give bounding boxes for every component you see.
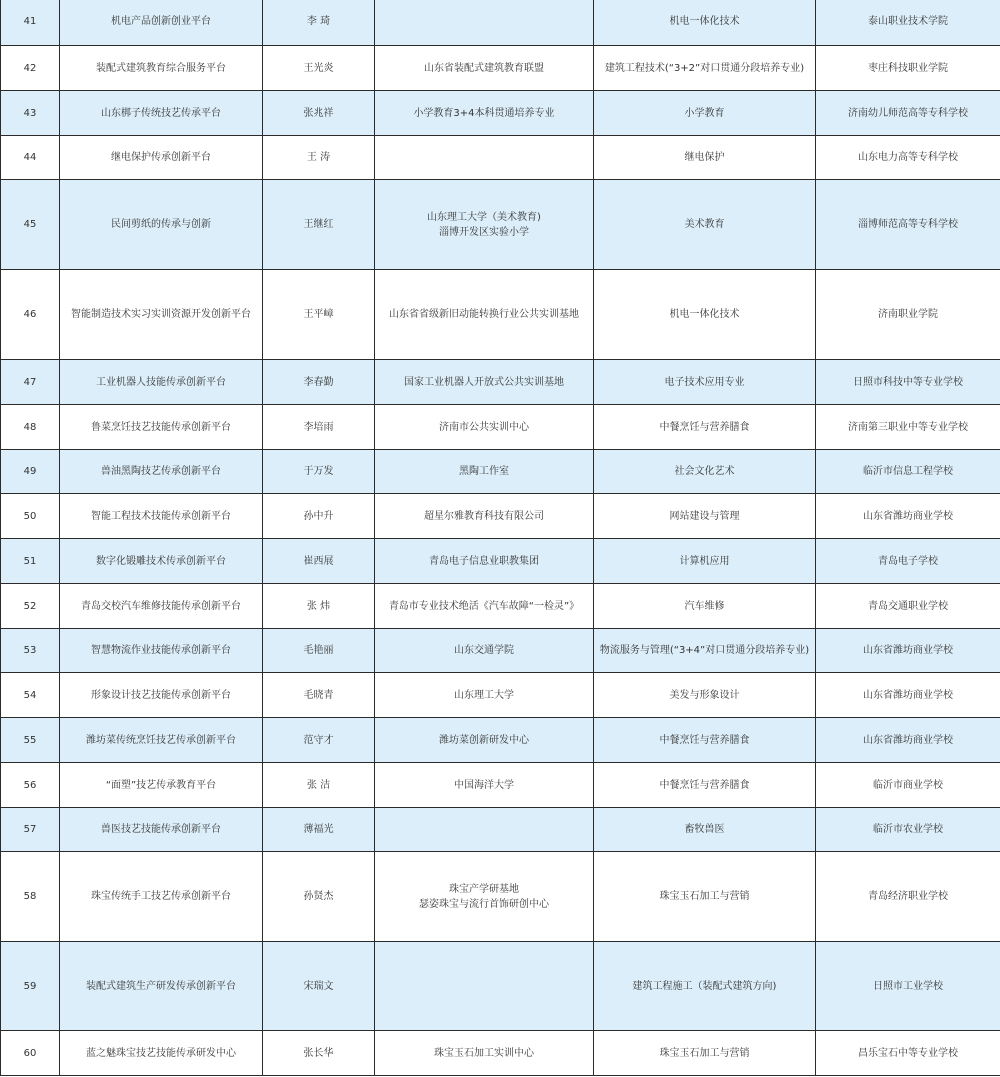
- platform-name-cell: 鲁菜烹饪技艺技能传承创新平台: [60, 405, 263, 450]
- row-number-cell: 53: [1, 629, 60, 673]
- leader-name-cell: 李春勤: [263, 360, 375, 405]
- partner-cell: [375, 180, 594, 270]
- school-cell: 青岛电子学校: [816, 539, 1000, 584]
- major-cell: 中餐烹饪与营养膳食: [594, 405, 816, 450]
- row-number-cell: 50: [1, 494, 60, 539]
- row-number-cell: 44: [1, 136, 60, 180]
- major-cell: 网站建设与管理: [594, 494, 816, 539]
- partner-cell: [375, 673, 594, 718]
- school-cell: 青岛经济职业学校: [816, 852, 1000, 942]
- table-row: [1, 136, 1000, 180]
- table-row: [1, 942, 1000, 1031]
- partner-line: 潍坊菜创新研发中心: [439, 734, 529, 746]
- row-number-cell: 60: [1, 1031, 60, 1076]
- platform-name-cell: 数字化锻雕技术传承创新平台: [60, 539, 263, 584]
- school-cell: 山东电力高等专科学校: [816, 136, 1000, 180]
- partner-cell: [375, 136, 594, 180]
- leader-name-cell: 崔西展: [263, 539, 375, 584]
- partner-cell: [375, 584, 594, 629]
- row-number-cell: 47: [1, 360, 60, 405]
- platform-name-cell: 智慧物流作业技能传承创新平台: [60, 629, 263, 673]
- leader-name-cell: 王平嶂: [263, 270, 375, 360]
- leader-name-cell: 孙中升: [263, 494, 375, 539]
- row-number-cell: 46: [1, 270, 60, 360]
- leader-name-cell: 薄福光: [263, 808, 375, 852]
- partner-line: 青岛市专业技术绝活《汽车故障“一检灵”》: [388, 600, 580, 612]
- school-cell: 临沂市农业学校: [816, 808, 1000, 852]
- major-cell: 社会文化艺术: [594, 450, 816, 494]
- major-cell: 汽车维修: [594, 584, 816, 629]
- table-row: [1, 46, 1000, 91]
- platform-name-cell: 继电保护传承创新平台: [60, 136, 263, 180]
- row-number-cell: 58: [1, 852, 60, 942]
- major-cell: 美术教育: [594, 180, 816, 270]
- row-number-cell: 57: [1, 808, 60, 852]
- leader-name-cell: 于万发: [263, 450, 375, 494]
- leader-name-cell: 张 炜: [263, 584, 375, 629]
- row-number-cell: 49: [1, 450, 60, 494]
- platform-name-cell: 装配式建筑生产研发传承创新平台: [60, 942, 263, 1031]
- platform-name-cell: 智能工程技术技能传承创新平台: [60, 494, 263, 539]
- partner-cell: [375, 1031, 594, 1076]
- table-row: [1, 673, 1000, 718]
- school-cell: 济南幼儿师范高等专科学校: [816, 91, 1000, 136]
- leader-name-cell: 孙贤杰: [263, 852, 375, 942]
- leader-name-cell: 李 琦: [263, 0, 375, 46]
- row-number-cell: 45: [1, 180, 60, 270]
- leader-name-cell: 宋瑞文: [263, 942, 375, 1031]
- school-cell: 济南职业学院: [816, 270, 1000, 360]
- partner-line: 淄博开发区实验小学: [439, 226, 529, 238]
- table-row: [1, 91, 1000, 136]
- table-row: [1, 450, 1000, 494]
- major-cell: 建筑工程技术(“3+2”对口贯通分段培养专业): [594, 46, 816, 91]
- platform-name-cell: 装配式建筑教育综合服务平台: [60, 46, 263, 91]
- row-number-cell: 43: [1, 91, 60, 136]
- platform-name-cell: 形象设计技艺技能传承创新平台: [60, 673, 263, 718]
- major-cell: 机电一体化技术: [594, 0, 816, 46]
- row-number-cell: 55: [1, 718, 60, 763]
- partner-cell: [375, 808, 594, 852]
- platform-name-cell: 青岛交校汽车维修技能传承创新平台: [60, 584, 263, 629]
- leader-name-cell: 王光炎: [263, 46, 375, 91]
- leader-name-cell: 李培雨: [263, 405, 375, 450]
- platform-name-cell: 珠宝传统手工技艺传承创新平台: [60, 852, 263, 942]
- leader-name-cell: 张 洁: [263, 763, 375, 808]
- partner-line: 小学教育3+4本科贯通培养专业: [413, 107, 555, 119]
- platform-name-cell: 兽医技艺技能传承创新平台: [60, 808, 263, 852]
- leader-name-cell: 王继红: [263, 180, 375, 270]
- table-row: [1, 270, 1000, 360]
- row-number-cell: 59: [1, 942, 60, 1031]
- row-number-cell: 51: [1, 539, 60, 584]
- row-number-cell: 52: [1, 584, 60, 629]
- partner-cell: [375, 942, 594, 1031]
- leader-name-cell: 张长华: [263, 1031, 375, 1076]
- school-cell: 济南第三职业中等专业学校: [816, 405, 1000, 450]
- platform-name-cell: 兽油黑陶技艺传承创新平台: [60, 450, 263, 494]
- partner-cell: [375, 46, 594, 91]
- row-number-cell: 48: [1, 405, 60, 450]
- school-cell: 临沂市商业学校: [816, 763, 1000, 808]
- leader-name-cell: 毛晓青: [263, 673, 375, 718]
- school-cell: 日照市科技中等专业学校: [816, 360, 1000, 405]
- school-cell: 淄博师范高等专科学校: [816, 180, 1000, 270]
- partner-line: 山东理工大学: [454, 689, 514, 701]
- major-cell: 建筑工程施工（装配式建筑方向): [594, 942, 816, 1031]
- major-cell: 美发与形象设计: [594, 673, 816, 718]
- table-row: [1, 629, 1000, 673]
- table-row: [1, 180, 1000, 270]
- partner-cell: [375, 629, 594, 673]
- table-row: [1, 808, 1000, 852]
- partner-cell: [375, 0, 594, 46]
- major-cell: 机电一体化技术: [594, 270, 816, 360]
- partner-line: 国家工业机器人开放式公共实训基地: [404, 376, 564, 388]
- table-row: [1, 718, 1000, 763]
- school-cell: 山东省潍坊商业学校: [816, 673, 1000, 718]
- leader-name-cell: 范守才: [263, 718, 375, 763]
- row-number-cell: 41: [1, 0, 60, 46]
- leader-name-cell: 张兆祥: [263, 91, 375, 136]
- platform-name-cell: 民间剪纸的传承与创新: [60, 180, 263, 270]
- leader-name-cell: 王 涛: [263, 136, 375, 180]
- major-cell: 中餐烹饪与营养膳食: [594, 763, 816, 808]
- platform-name-cell: 蓝之魅珠宝技艺技能传承研发中心: [60, 1031, 263, 1076]
- partner-cell: [375, 763, 594, 808]
- school-cell: 昌乐宝石中等专业学校: [816, 1031, 1000, 1076]
- table-row: [1, 584, 1000, 629]
- major-cell: 珠宝玉石加工与营销: [594, 852, 816, 942]
- partner-cell: [375, 360, 594, 405]
- partner-line: 超星尔雅教育科技有限公司: [424, 510, 544, 522]
- partner-cell: [375, 718, 594, 763]
- partner-line: 瑟姿珠宝与流行首饰研创中心: [419, 898, 549, 910]
- platform-name-cell: 智能制造技术实习实训资源开发创新平台: [60, 270, 263, 360]
- partner-line: 珠宝玉石加工实训中心: [434, 1047, 534, 1059]
- school-cell: 日照市工业学校: [816, 942, 1000, 1031]
- row-number-cell: 54: [1, 673, 60, 718]
- partner-line: 山东交通学院: [454, 645, 514, 656]
- platform-name-cell: 潍坊菜传统烹饪技艺传承创新平台: [60, 718, 263, 763]
- table-row: [1, 494, 1000, 539]
- partner-cell: [375, 852, 594, 942]
- partner-line: 中国海洋大学: [454, 779, 514, 791]
- table-row: [1, 360, 1000, 405]
- major-cell: 电子技术应用专业: [594, 360, 816, 405]
- school-cell: 枣庄科技职业学院: [816, 46, 1000, 91]
- partner-line: 山东省装配式建筑教育联盟: [424, 62, 544, 74]
- partner-cell: [375, 539, 594, 584]
- partner-line: 济南市公共实训中心: [439, 421, 529, 433]
- school-cell: 山东省潍坊商业学校: [816, 629, 1000, 673]
- school-cell: 泰山职业技术学院: [816, 0, 1000, 46]
- school-cell: 山东省潍坊商业学校: [816, 494, 1000, 539]
- row-number-cell: 56: [1, 763, 60, 808]
- partner-line: 珠宝产学研基地: [449, 883, 519, 895]
- major-cell: 小学教育: [594, 91, 816, 136]
- school-cell: 山东省潍坊商业学校: [816, 718, 1000, 763]
- table-row: [1, 0, 1000, 46]
- major-cell: 珠宝玉石加工与营销: [594, 1031, 816, 1076]
- partner-cell: [375, 494, 594, 539]
- major-cell: 物流服务与管理(“3+4”对口贯通分段培养专业): [594, 629, 816, 673]
- partner-line: 山东理工大学（美术教育): [427, 211, 541, 223]
- table-row: [1, 1031, 1000, 1076]
- partner-cell: [375, 270, 594, 360]
- partner-cell: [375, 91, 594, 136]
- major-cell: 继电保护: [594, 136, 816, 180]
- leader-name-cell: 毛艳丽: [263, 629, 375, 673]
- partner-cell: [375, 405, 594, 450]
- platform-name-cell: 山东梆子传统技艺传承平台: [60, 91, 263, 136]
- table-row: [1, 763, 1000, 808]
- school-cell: 临沂市信息工程学校: [816, 450, 1000, 494]
- platform-name-cell: 工业机器人技能传承创新平台: [60, 360, 263, 405]
- school-cell: 青岛交通职业学校: [816, 584, 1000, 629]
- partner-line: 黑陶工作室: [459, 466, 509, 477]
- major-cell: 畜牧兽医: [594, 808, 816, 852]
- partner-line: 青岛电子信息业职教集团: [429, 555, 539, 567]
- partner-line: 山东省省级新旧动能转换行业公共实训基地: [389, 309, 579, 320]
- major-cell: 计算机应用: [594, 539, 816, 584]
- platform-name-cell: “面塑”技艺传承教育平台: [60, 763, 263, 808]
- table-body: [1, 0, 1000, 1076]
- table-row: [1, 539, 1000, 584]
- table-row: [1, 405, 1000, 450]
- table-row: [1, 852, 1000, 942]
- row-number-cell: 42: [1, 46, 60, 91]
- partner-cell: [375, 450, 594, 494]
- platform-name-cell: 机电产品创新创业平台: [60, 0, 263, 46]
- major-cell: 中餐烹饪与营养膳食: [594, 718, 816, 763]
